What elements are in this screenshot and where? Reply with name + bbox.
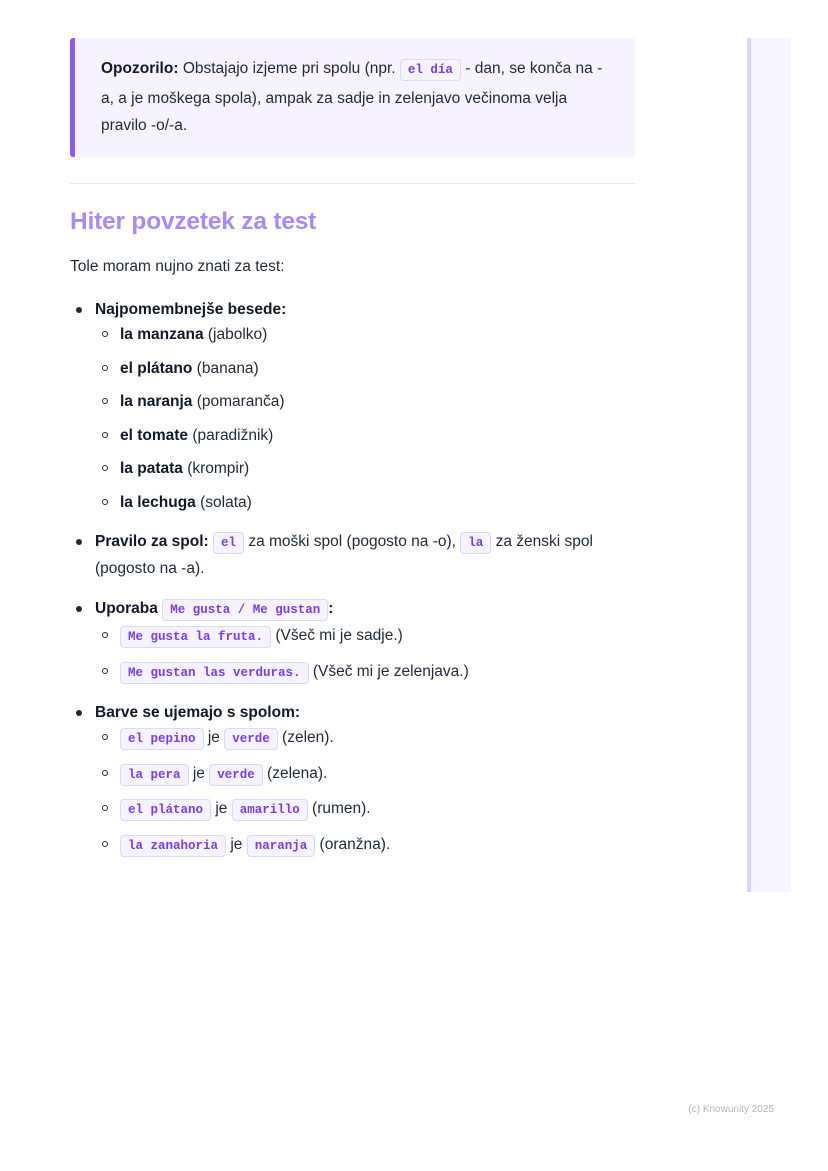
code-la: la bbox=[460, 532, 491, 554]
spanish-word: el plátano bbox=[120, 359, 193, 377]
list-item bbox=[95, 725, 635, 752]
callout-label: Opozorilo: bbox=[101, 60, 179, 77]
color-translation: (zelena). bbox=[267, 764, 328, 782]
list-item bbox=[95, 623, 635, 650]
code-el: el bbox=[213, 532, 244, 554]
spanish-word: el tomate bbox=[120, 426, 189, 444]
sidebar-panel bbox=[747, 38, 791, 892]
list-item bbox=[95, 389, 635, 414]
list-item bbox=[95, 490, 635, 515]
translation: (paradižnik) bbox=[192, 426, 274, 444]
callout-code: el día bbox=[400, 59, 461, 81]
list-item bbox=[95, 659, 635, 686]
translation: (banana) bbox=[196, 359, 259, 377]
translation: (solata) bbox=[200, 493, 252, 511]
section-heading: Hiter povzetek za test bbox=[70, 207, 317, 235]
list-item bbox=[95, 796, 635, 823]
adjective-code: amarillo bbox=[232, 799, 308, 821]
translation: (pomaranča) bbox=[196, 393, 285, 410]
adjective-code: verde bbox=[224, 728, 278, 750]
list-item-usage bbox=[70, 596, 635, 686]
words-label: Najpomembnejše besede: bbox=[95, 300, 287, 318]
usage-sublist bbox=[95, 623, 635, 686]
colors-label: Barve se ujemajo s spolom: bbox=[95, 703, 301, 721]
list-item bbox=[95, 322, 635, 347]
list-item bbox=[95, 356, 635, 381]
copyright-footer: (c) Knowunity 2025 bbox=[688, 1104, 774, 1115]
section-intro: Tole moram nujno znati za test: bbox=[70, 257, 285, 275]
list-item bbox=[95, 456, 635, 481]
color-translation: (rumen). bbox=[312, 800, 371, 817]
example-translation: (Všeč mi je sadje.) bbox=[275, 627, 403, 644]
list-item-words bbox=[70, 297, 635, 515]
gender-label: Pravilo za spol: bbox=[95, 532, 209, 550]
je-text: je bbox=[207, 729, 220, 746]
list-item bbox=[95, 761, 635, 788]
colors-sublist bbox=[95, 725, 635, 859]
je-text: je bbox=[192, 764, 205, 782]
noun-code: el plátano bbox=[120, 799, 211, 821]
summary-list bbox=[70, 297, 635, 859]
gender-text-1: za moški spol (pogosto na -o), bbox=[248, 532, 456, 550]
list-item bbox=[95, 423, 635, 448]
adjective-code: naranja bbox=[247, 835, 316, 857]
noun-code: la pera bbox=[120, 764, 189, 786]
list-item bbox=[95, 832, 635, 859]
list-item-gender bbox=[70, 529, 635, 582]
color-translation: (oranžna). bbox=[319, 835, 391, 853]
example-code: Me gusta la fruta. bbox=[120, 626, 271, 648]
spanish-word: la patata bbox=[120, 460, 183, 477]
je-text: je bbox=[215, 800, 228, 817]
section-divider bbox=[70, 183, 635, 184]
usage-code: Me gusta / Me gustan bbox=[162, 599, 328, 621]
spanish-word: la manzana bbox=[120, 326, 204, 343]
noun-code: el pepino bbox=[120, 728, 204, 750]
usage-colon: : bbox=[328, 599, 334, 617]
warning-callout bbox=[70, 38, 635, 157]
je-text: je bbox=[230, 835, 243, 853]
usage-label: Uporaba bbox=[95, 599, 158, 617]
main-content bbox=[70, 38, 635, 873]
callout-text-1: Obstajajo izjeme pri spolu (npr. bbox=[182, 60, 396, 77]
color-translation: (zelen). bbox=[282, 729, 334, 746]
example-code: Me gustan las verduras. bbox=[120, 662, 309, 684]
example-translation: (Všeč mi je zelenjava.) bbox=[312, 662, 469, 680]
noun-code: la zanahoria bbox=[120, 835, 226, 857]
adjective-code: verde bbox=[209, 764, 263, 786]
spanish-word: la naranja bbox=[120, 393, 193, 410]
translation: (jabolko) bbox=[207, 326, 268, 343]
translation: (krompir) bbox=[187, 460, 250, 477]
callout-text-2: - dan, se konča na -a, a je moškega spola), ampak za sadje in zelenjavo večinoma velja pravilo -o/-a. bbox=[101, 60, 603, 134]
spanish-word: la lechuga bbox=[120, 493, 196, 511]
gender-text-2: za ženski spol (pogosto na -a). bbox=[95, 532, 593, 577]
list-item-colors bbox=[70, 700, 635, 859]
words-sublist bbox=[95, 322, 635, 515]
